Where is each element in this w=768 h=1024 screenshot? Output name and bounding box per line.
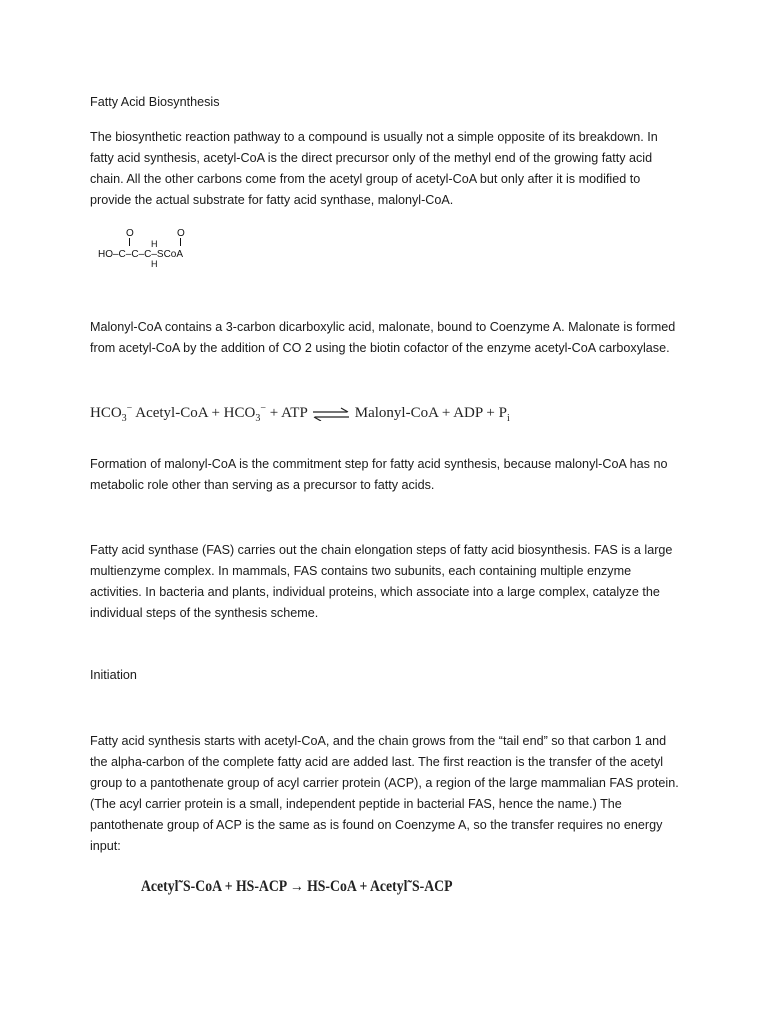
carboxylation-equation — [90, 403, 510, 424]
paragraph-malonyl: Malonyl-CoA contains a 3-carbon dicarboxylic acid, malonate, bound to Coenzyme A. Malonate is formed from acetyl-CoA by the addition of CO 2 using the biotin cofactor of the enzyme acetyl-CoA carboxylase. — [90, 320, 676, 355]
structure-hydrogen-top: H — [151, 239, 158, 249]
paragraph-commitment: Formation of malonyl-CoA is the commitment step for fatty acid synthesis, because malonyl-CoA has no metabolic role other than serving as a precursor to fatty acids. — [90, 457, 668, 492]
eq-charge-b: − — [260, 403, 266, 414]
page-title: Fatty Acid Biosynthesis — [90, 95, 220, 109]
structure-chain: HO–C–C–C–SCoA — [98, 249, 184, 260]
acetyl-transfer-equation: Acetyl˜S-CoA + HS-ACP → HS-CoA + Acetyl˜S-ACP — [141, 878, 453, 895]
eq-sub-3b: 3 — [255, 413, 261, 424]
eq-sub-i: i — [506, 413, 510, 424]
eq-charge: − — [126, 403, 133, 414]
structure-hydrogen-bottom: H — [151, 259, 158, 269]
eq-hco3: HCO — [90, 405, 122, 421]
section-heading-initiation: Initiation — [90, 668, 137, 682]
malonyl-coa-structure — [96, 226, 236, 272]
structure-oxygen-2: O — [177, 228, 185, 239]
paragraph-intro: The biosynthetic reaction pathway to a compound is usually not a simple opposite of its breakdown. In fatty acid synthesis, acetyl-CoA is the direct precursor only of the methyl end of the growing fatty acid chain. All the other carbons come from the acetyl group of acetyl-CoA but only after it is modified to provide the actual substrate for fatty acid synthase, malonyl-CoA. — [90, 130, 658, 207]
structure-oxygen-1: O — [126, 228, 134, 239]
eq-part-1: Acetyl-CoA + HCO — [132, 405, 256, 421]
paragraph-fas: Fatty acid synthase (FAS) carries out the chain elongation steps of fatty acid biosynthesis. FAS is a large multienzyme complex. In mammals, FAS contains two subunits, each containing multiple enzyme activities. In bacteria and plants, individual proteins, which associate into a large complex, catalyze the individual steps of the synthesis scheme. — [90, 543, 673, 620]
eq-sub-3: 3 — [121, 413, 127, 424]
eq-part-2: + ATP — [266, 405, 311, 421]
equilibrium-arrow-icon — [311, 407, 351, 421]
eq-part-3: Malonyl-CoA + ADP + P — [351, 405, 507, 421]
paragraph-initiation: Fatty acid synthesis starts with acetyl-CoA, and the chain grows from the “tail end” so that carbon 1 and the alpha-carbon of the complete fatty acid are added last. The first reaction is the transfer of the acetyl group to a pantothenate group of acyl carrier protein (ACP), a region of the large mammalian FAS protein. (The acyl carrier protein is a small, independent peptide in bacterial FAS, hence the name.) The pantothenate group of ACP is the same as is found on Coenzyme A, so the transfer requires no energy input: — [90, 734, 679, 853]
